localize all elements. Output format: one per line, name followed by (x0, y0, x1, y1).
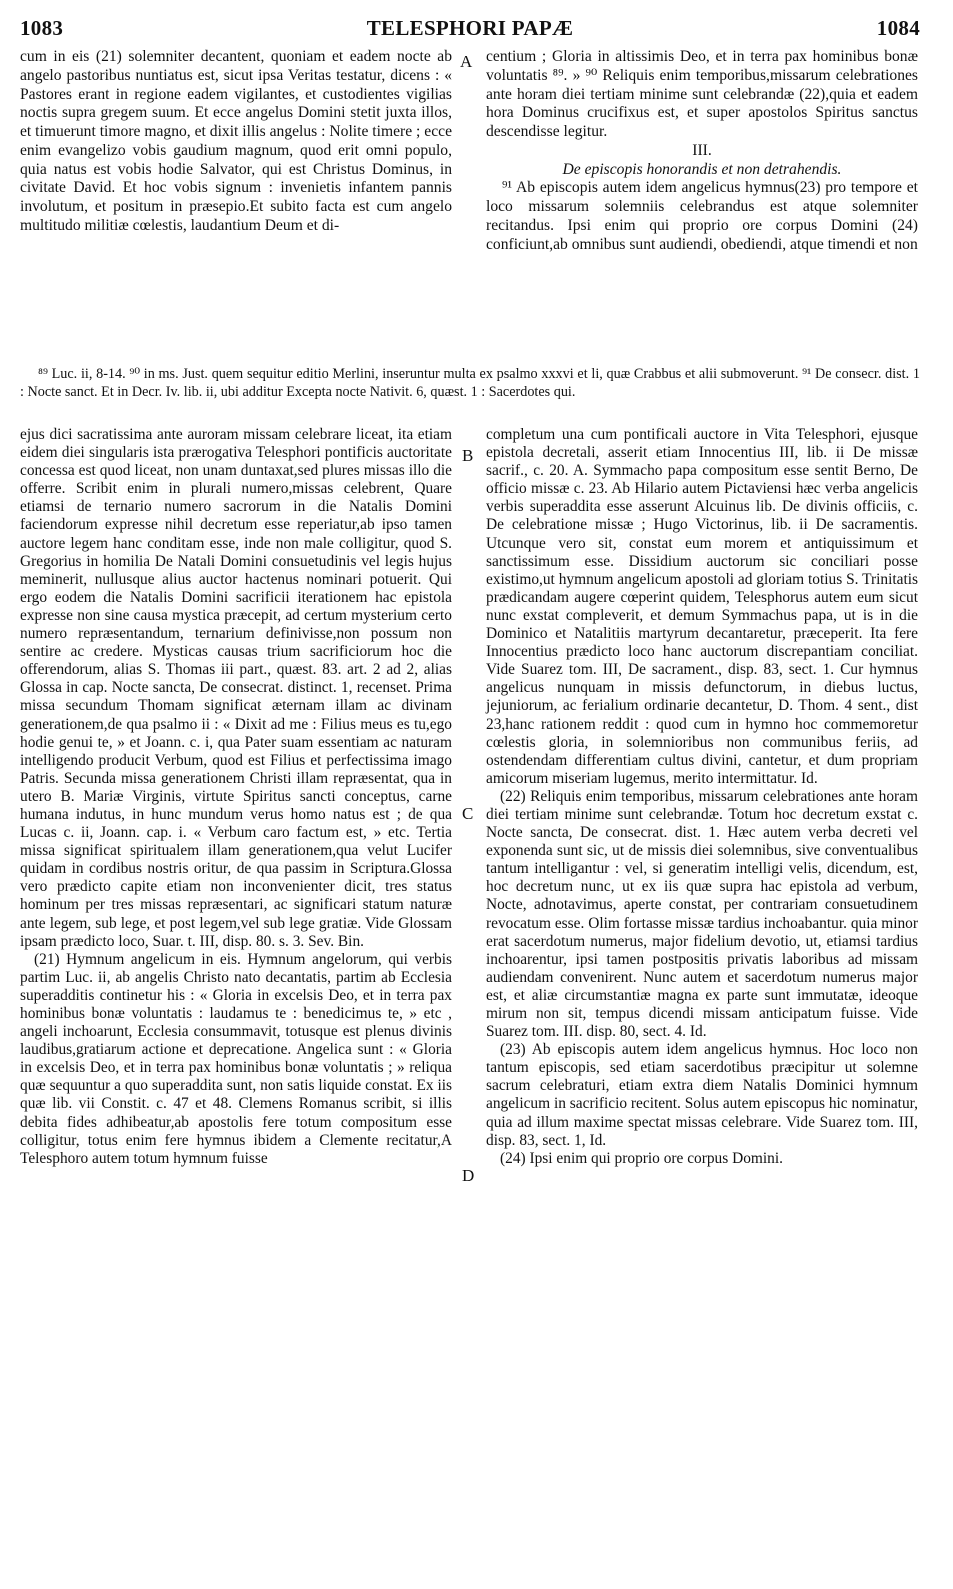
margin-letter-d: D (462, 1166, 475, 1185)
upper-right-column (486, 48, 918, 358)
main-text-left: cum in eis (21) solemniter decantent, quoniam et eadem nocte ab angelo pastoribus nuntiatus est, sicut ipsa Veritas testatur, dicens : « Pastores erant in regione eadem vigilantes, et custodientes vigilias noctis supra gregem suum. Et ecce angelus Domini stetit juxta illos, et timuerunt timore magno, et dixit illis angelus : Nolite timere ; ecce enim evangelizo vobis gaudium magnum, quod erit omni populo, quia natus est vobis hodie Salvator, qui est Christus Dominus, in civitate David. Et hoc vobis signum : invenietis infantem pannis involutum, et positum in præsepio.Et subito facta est cum angelo multitudo militiæ cœlestis, laudantium Deum et di- (20, 48, 452, 234)
commentary-paragraph: (23) Ab episcopis autem idem angelicus hymnus. Hoc loco non tantum episcopis, sed etiam sacerdotibus præcipitur ut solemne sacrum celebraturi, etiam extra diem Natalis Dominici hymnum angelicum in sacrificio recitent. Solus autem episcopus hic nominatur, quia ad illum maxime spectat missas celebrare. Vide Suarez tom. III, disp. 83, sect. 1, Id. (486, 1041, 918, 1149)
commentary-paragraph: ejus dici sacratissima ante auroram missam celebrare liceat, ita etiam eidem diei singularis ista prærogativa Telesphori pontificis auctoritate concessa est quod liceat, non unam duntaxat,sed plures missas illo die offerre. Scribit enim in plurali numero,missas celebrent, Quare etiamsi de ternario numero sacrorum in die Natalis Domini faciendorum expresse nihil decretum esse reperiatur,ab ipso tamen auctore legem hanc conditam esse, inde non male colligitur, quod S. Gregorius in homilia De Natali Domini consuetudinis vel legis hujus meminerit, nullusque alius auctor hactenus nominari potuerit. Qui ergo eodem die Natalis Domini sacrificii iterationem hac epistola expresse non sine causa mystica præcepit, ad certum mysterium certo numero repræsentandum, ternarium definivisse,non possum non sentire ac credere. Mysticas causas trium sacrificiorum hoc die offerendorum, alias S. Thomas iii part., quæst. 83. art. 2 ad 2, alias Glossa in cap. Nocte sancta, De consecrat. distinct. 1, recenset. Prima missa secundum Thomam significat æternam illam ac divinam generationem,de qua psalmo ii : « Dixit ad me : Filius meus es tu,ego hodie genui te, » et Joann. c. i, qua Pater suam essentiam ac naturam intelligendo producit Verbum, quod est Filius et perfectissima imago Patris. Secunda missa generationem Christi illam repræsentat, qua in utero B. Mariæ Virginis, virtute Spiritus sancti conceptus, carne humana indutus, in hunc mundum verus homo natus est ; de qua Lucas c. ii, Joann. cap. i. « Verbum caro factum est, » etc. Tertia missa significat spiritualem illam generationem,qua velut Lucifer quidam in cordibus nostris oritur, de qua passim in Scriptura.Glossa vero prædicto capite etiam non inconvenienter dicit, tres status hominum per tres missas repræsentari, ac significari statum naturæ ante legem, sub lege, et post legem,vel sub lege gratiæ. Vide Glossam ipsam prædicto loco, Suar. t. III, disp. 80. s. 3. Sev. Bin. (20, 426, 452, 950)
section-subtitle: De episcopis honorandis et non detrahendis. (562, 160, 842, 178)
upper-left-column (20, 48, 452, 358)
commentary-paragraph: (24) Ipsi enim qui proprio ore corpus Domini. (500, 1149, 783, 1167)
commentary-left-column (20, 426, 452, 1576)
main-text-right: centium ; Gloria in altissimis Deo, et in terra pax hominibus bonæ voluntatis ⁸⁹. » ⁹⁰ Reliquis enim temporibus,missarum celebrationes ante horam diei tertiam minime sunt celebrandæ (22),quia et eadem hora Dominus crucifixus est, et super apostolos Spiritus sanctus descendisse legitur. (486, 48, 918, 140)
page-number-left: 1083 (20, 16, 64, 40)
commentary-paragraph: (22) Reliquis enim temporibus, missarum celebrationes ante horam diei tertiam minime sunt celebrandæ. Totum hoc decretum exstat c. Nocte sancta, De consecrat. dist. 1. Hæc autem verba decreti vel exponenda sunt sic, ut de missis diei solemnibus, sive conventualibus tantum intelligantur : vel, si generatim intelligi velis, dicendum, est, hoc decretum nunc, ut ex iis quæ supra hac epistola ad verbum, Nocte, adnotavimus, aperte constat, per contrariam consuetudinem revocatum esse. Olim fortasse missæ tardius inchoabantur. quia minor erat sacerdotum numerus, major fidelium devotio, ut, etiamsi tardius inchoarentur, ipsi tamen postpositis privatis laboribus ad missam audiendam convenirent. Nunc autem et sacerdotum numerus major est, et aliæ circumstantiæ magna ex parte sunt immutatæ, ideoque mirum non sit, tempus dicendi missam anticipatum fuisse. Vide Suarez tom. III. disp. 80, sect. 4. Id. (486, 787, 918, 1041)
commentary-paragraph: (21) Hymnum angelicum in eis. Hymnum angelorum, qui verbis partim Luc. ii, ab angelis Christo nato decantatis, partim ab Ecclesia superadditis continetur his : « Gloria in excelsis Deo, et in terra pax hominibus bonæ voluntatis : laudamus te : benedicimus te, » etc , angeli inchoarunt, Ecclesia consummavit, totusque est plenus divinis laudibus,gratiarum actione et deprecatione. Angelica sunt : « Gloria in excelsis Deo, et in terra pax hominibus bonæ voluntatis ; » reliqua quæ sequuntur a quo superaddita sunt, non satis liquide constat. Ex iis quæ lib. vii Constit. c. 47 et 48. Clemens Romanus scribit, si illis debita fides adhibeatur,ab apostolis fere totum compositum esse colligitur, totus enim fere hymnus ibidem a Clemente recitatur,A Telesphoro autem totum hymnum fuisse (20, 950, 452, 1167)
margin-letter-a: A (460, 52, 473, 71)
section-number: III. (692, 141, 712, 159)
margin-letter-c: C (462, 804, 474, 823)
running-header (20, 16, 920, 46)
running-title: TELESPHORI PAPÆ (366, 16, 574, 40)
main-text-right-continued: ⁹¹ Ab episcopis autem idem angelicus hymnus(23) pro tempore et loco missarum solemniis celebrandus est atque solemniter recitandus. Ipsi enim qui proprio ore corpus Domini (24) conficiunt,ab omnibus sunt audiendi, obediendi, atque timendi et non (486, 179, 918, 253)
commentary-paragraph: completum una cum pontificali auctore in Vita Telesphori, ejusque epistola decretali, asserit etiam Innocentius III, lib. ii De missæ sacrif., c. 20. A. Symmacho papa compositum esse sentit Berno, De officio missæ c. 23. Ab Hilario autem Pictaviensi hæc verba angelicis verbis superaddita esse asserunt Alcuinus lib. De divinis officiis, c. De celebratione missæ ; Hugo Victorinus, lib. ii De sacramentis. Utcunque vero sit, constat eum morem et antiquissimum et sanctissimum esse. Dissidium auctorum sic conciliari posse existimo,ut hymnum angelicum apostoli ad gloriam totius S. Trinitatis prædicandam augere cœperint quidem, Telesphorus autem eum sicut nunc exstat compleverit, et demum Symmachus papa, ut is in die Dominico et Natalitiis martyrum decantaretur, præceperit. Ita fere Innocentius prædicto loco hanc auctorum discrepantiam conciliat. Vide Suarez tom. III, De sacrament., disp. 83, sect. 1. Cur hymnus angelicus nunquam in missis defunctorum, in diebus luctus, jejuniorum, ac ferialium ordinarie decantetur, D. Thom. 4 sent., dist 23,hanc rationem reddit : quod cum in hymno hoc commemoretur cœlestis gloria, in solemnioribus non communibus feriis, ad ostendendam differentiam cultus divini, cantetur, et dum propriam amicorum miseriam lugemus, merito intermittatur. Id. (486, 426, 918, 787)
commentary-right-column (486, 426, 918, 1576)
footnotes (20, 366, 920, 401)
margin-letter-b: B (462, 446, 474, 465)
footnote-text: ⁸⁹ Luc. ii, 8-14. ⁹⁰ in ms. Just. quem sequitur editio Merlini, inseruntur multa ex psalmo xxxvi et li, quæ Crabbus et alii submoverunt. ⁹¹ De consecr. dist. 1 : Nocte sanct. Et in Decr. Iv. lib. ii, ubi additur Excepta nocte Nativit. 6, quæst. 1 : Sacerdotes qui. (20, 366, 920, 400)
page-number-right: 1084 (876, 16, 920, 40)
